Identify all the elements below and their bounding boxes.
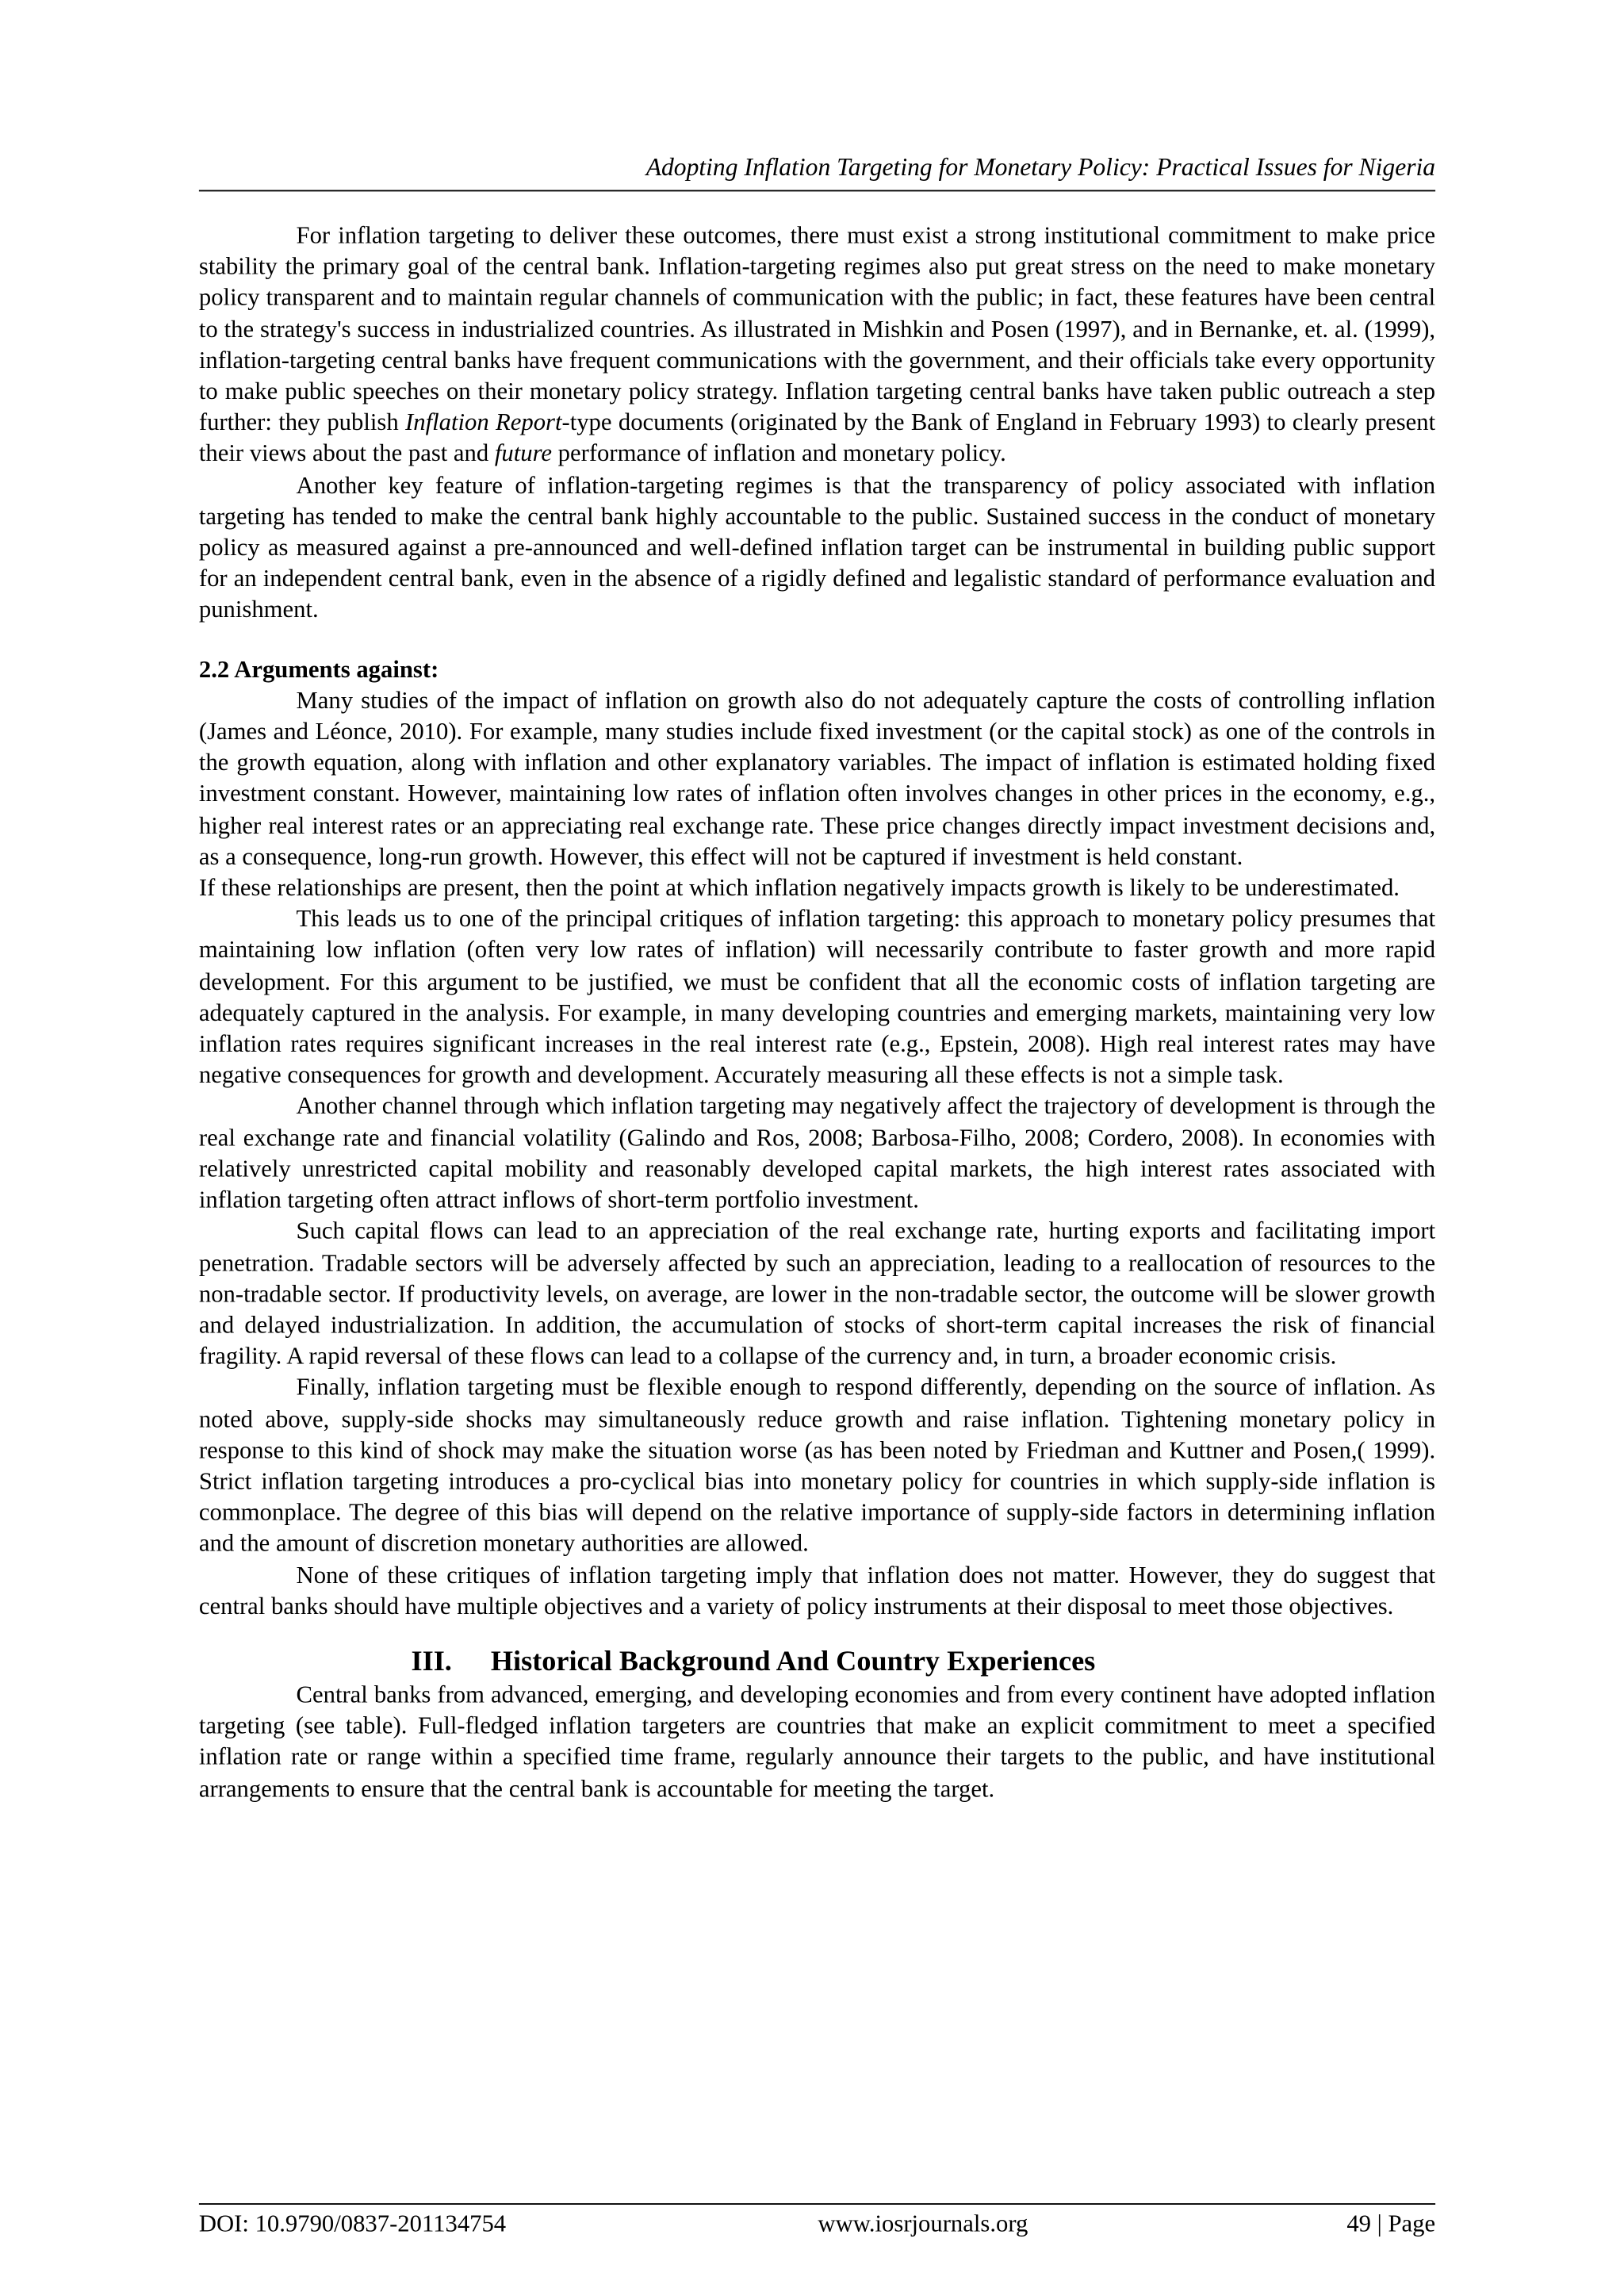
paragraph-4: If these relationships are present, then the point at which inflation negatively impacts growth is likely to be underestimated. [198, 873, 1400, 902]
running-header [199, 151, 1435, 191]
section-title: Historical Background And Country Experiences [490, 1646, 1096, 1677]
page-number: 49 | Page [1346, 2209, 1436, 2237]
paragraph-8: Finally, inflation targeting must be flexible enough to respond differently, depending on the source of inflation. As noted above, supply-side shocks may simultaneously reduce growth and raise inflation. Tightening monetary policy in response to this kind of shock may make the situation worse (as has been noted by Friedman and Kuttner and Posen,( 1999). Strict inflation targeting introduces a pro-cyclical bias into monetary policy for countries in which supply-side inflation is commonplace. The degree of this bias will depend on the relative importance of supply-side factors in determining inflation and the amount of discretion monetary authorities are allowed. [198, 1373, 1436, 1558]
page-footer [199, 2203, 1435, 2240]
paragraph-6: Another channel through which inflation targeting may negatively affect the trajectory of development is through the real exchange rate and financial volatility (Galindo and Ros, 2008; Barbosa-Filho, 2008; Cordero, 2008). In economies with relatively unrestricted capital mobility and reasonably developed capital markets, the high interest rates associated with inflation targeting often attract inflows of short-term portfolio investment. [198, 1091, 1436, 1214]
future-italic: future [494, 439, 553, 468]
section-number: III. [411, 1646, 452, 1677]
paragraph-5: This leads us to one of the principal critiques of inflation targeting: this approach to monetary policy presumes that maintaining low inflation (often very low rates of inflation) will necessarily contribute to faster growth and more rapid development. For this argument to be justified, we must be confident that all the economic costs of inflation targeting are adequately captured in the analysis. For example, in many developing countries and emerging markets, maintaining very low inflation rates requires significant increases in the real interest rate (e.g., Epstein, 2008). High real interest rates may have negative consequences for growth and development. Accurately measuring all these effects is not a simple task. [198, 904, 1436, 1089]
paragraph-3: Many studies of the impact of inflation on growth also do not adequately capture the costs of controlling inflation (James and Léonce, 2010). For example, many studies include fixed investment (or the capital stock) as one of the controls in the growth equation, along with inflation and other explanatory variables. The impact of inflation is estimated holding fixed investment constant. However, maintaining low rates of inflation often involves changes in other prices in the economy, e.g., higher real interest rates or an appreciating real exchange rate. These price changes directly impact investment decisions and, as a consequence, long-run growth. However, this effect will not be captured if investment is held constant. [198, 686, 1436, 871]
spacer [199, 626, 1435, 654]
journal-website: www.iosrjournals.org [818, 2209, 1028, 2237]
paragraph-2: Another key feature of inflation-targeting regimes is that the transparency of policy associated with inflation targeting has tended to make the central bank highly accountable to the public. Sustained success in the conduct of monetary policy as measured against a pre-announced and well-defined inflation target can be instrumental in building public support for an independent central bank, even in the absence of a rigidly defined and legalistic standard of performance evaluation and punishment. [198, 470, 1436, 624]
doi-label: DOI: 10.9790/0837-201134754 [198, 2209, 507, 2237]
main-text [199, 220, 1435, 1804]
paragraph-1: For inflation targeting to deliver these outcomes, there must exist a strong institutional commitment to make price stability the primary goal of the central bank. Inflation-targeting regimes also put great stress on the need to make monetary policy transparent and to maintain regular channels of communication with the public; in fact, these features have been central to the strategy's success in industrialized countries. As illustrated in Mishkin and Posen (1997), and in Bernanke, et. al. (1999), inflation-targeting central banks have frequent communications with the government, and their officials take every opportunity to make public speeches on their monetary policy strategy. Inflation targeting central banks have taken public outreach a step further: they publish Inflation Report-type documents (originated by the Bank of England in February 1993) to clearly present their views about the past and future performance of inflation and monetary policy. [198, 220, 1436, 468]
paragraph-7: Such capital flows can lead to an appreciation of the real exchange rate, hurting exports and facilitating import penetration. Tradable sectors will be adversely affected by such an appreciation, leading to a reallocation of resources to the non-tradable sector. If productivity levels, on average, are lower in the non-tradable sector, the outcome will be slower growth and delayed industrialization. In addition, the accumulation of stocks of short-term capital increases the risk of financial fragility. A rapid reversal of these flows can lead to a collapse of the currency and, in turn, a broader economic crisis. [198, 1217, 1436, 1370]
subsection-heading: 2.2 Arguments against: [198, 654, 439, 683]
paragraph-10: Central banks from advanced, emerging, and developing economies and from every continent have adopted inflation targeting (see table). Full-fledged inflation targeters are countries that make an explicit commitment to meet a specified inflation rate or range within a specified time frame, regularly announce their targets to the public, and have institutional arrangements to ensure that the central bank is accountable for meeting the target. [198, 1680, 1436, 1803]
running-title: Adopting Inflation Targeting for Monetary Policy: Practical Issues for Nigeria [645, 153, 1436, 182]
paragraph-9: None of these critiques of inflation targeting imply that inflation does not matter. However, they do suggest that central banks should have multiple objectives and a variety of policy instruments at their disposal to meet those objectives. [198, 1560, 1436, 1620]
inflation-report-italic: Inflation Report [405, 408, 562, 437]
section-heading [199, 1645, 1435, 1679]
